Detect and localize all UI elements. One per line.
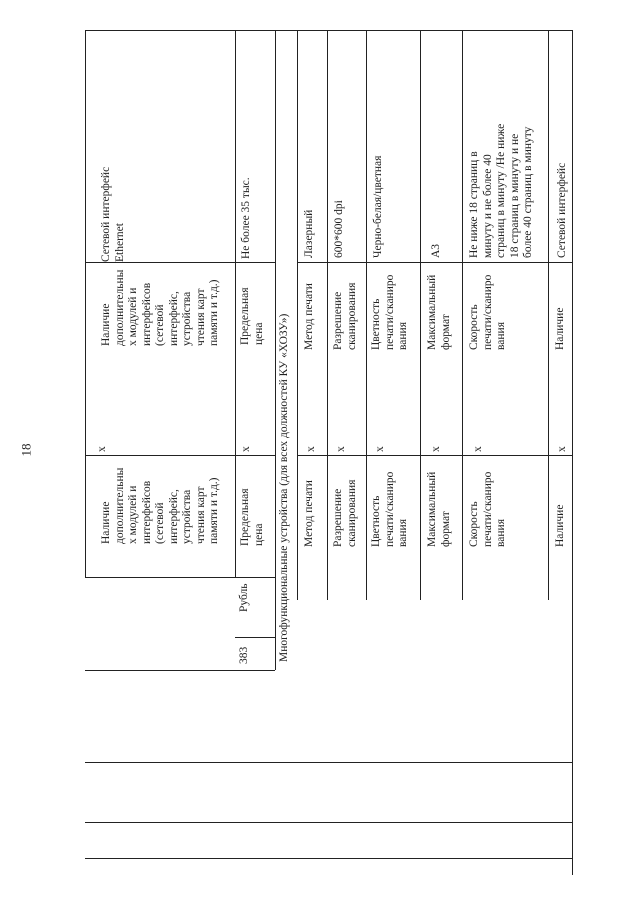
row-383-char-name-2: Предельная цена	[239, 287, 265, 345]
mfu-row-name-1: Метод печати	[303, 480, 315, 547]
mfu-row-mark: х	[305, 446, 317, 452]
mfu-row-value: А3	[430, 243, 442, 258]
mfu-row-mark: х	[374, 446, 386, 452]
mfu-row-name-1: Максимальный формат	[426, 471, 452, 547]
row-divider	[85, 30, 86, 578]
row-383-value: Не более 35 тыс.	[240, 177, 252, 259]
col-border	[85, 30, 572, 31]
row-382-mark: х	[96, 446, 108, 452]
mfu-row-name-2: Максимальный формат	[426, 274, 452, 350]
mfu-row-mark: х	[472, 446, 484, 452]
mfu-row-name-1: Цветность печати/сканиро вания	[370, 471, 409, 547]
table-edge	[572, 30, 573, 875]
col-border	[85, 577, 275, 578]
row-383-char-name-1: Предельная цена	[239, 488, 265, 546]
row-divider	[366, 30, 367, 600]
row-382-char-name-2: Наличие дополнительны х модулей и интерфейсов (сетевой интерфейс, устройства чтения карт памяти и т.д.)	[100, 269, 220, 346]
mfu-row-value: 600*600 dpi	[333, 200, 345, 258]
mfu-row-name-2: Цветность печати/сканиро вания	[370, 274, 409, 350]
col-border	[235, 637, 275, 638]
mfu-row-value: Не ниже 18 страниц в минуту и не более 40 страниц в минуту /Не ниже 18 страниц в минуту и не более 40 страниц в минуту	[468, 123, 534, 258]
mfu-row-name-1: Скорость печати/сканиро вания	[468, 471, 507, 547]
row-383-unit: Рубль	[238, 583, 250, 612]
mfu-row-value: Лазерный	[303, 209, 315, 258]
mfu-row-value: Сетевой интерфейс	[556, 162, 568, 258]
row-divider	[548, 30, 549, 600]
row-divider	[297, 30, 298, 600]
mfu-row-name-2: Разрешение сканирования	[332, 282, 358, 350]
row-divider	[275, 30, 276, 670]
row-382-char-name-1: Наличие дополнительны х модулей и интерфейсов (сетевой интерфейс, устройства чтения карт памяти и т.д.)	[100, 467, 220, 544]
col-border	[85, 670, 275, 671]
row-383-mark: х	[240, 446, 252, 452]
col-border	[297, 262, 572, 263]
mfu-row-name-2: Скорость печати/сканиро вания	[468, 274, 507, 350]
col-border	[85, 262, 275, 263]
row-382-value: Сетевой интерфейс Ethernet	[100, 166, 126, 262]
mfu-row-mark: х	[556, 446, 568, 452]
row-383-number: 383	[238, 646, 250, 664]
mfu-row-name-2: Метод печати	[303, 283, 315, 350]
row-divider	[235, 30, 236, 578]
mfu-row-mark: х	[430, 446, 442, 452]
mfu-row-value: Черно-белая/цветная	[372, 155, 384, 258]
col-border	[85, 762, 572, 763]
col-border	[297, 455, 572, 456]
mfu-row-mark: х	[335, 446, 347, 452]
col-border	[85, 858, 572, 859]
mfu-row-name-1: Разрешение сканирования	[332, 479, 358, 547]
row-divider	[462, 30, 463, 600]
page-number: 18	[18, 443, 34, 457]
col-border	[85, 455, 275, 456]
mfu-row-name-2: Наличие	[554, 307, 566, 350]
col-border	[85, 822, 572, 823]
mfu-row-name-1: Наличие	[554, 504, 566, 547]
row-divider	[420, 30, 421, 600]
section-header: Многофункциональные устройства (для всех должностей КУ «ХОЗУ»)	[278, 313, 290, 662]
row-divider	[327, 30, 328, 600]
